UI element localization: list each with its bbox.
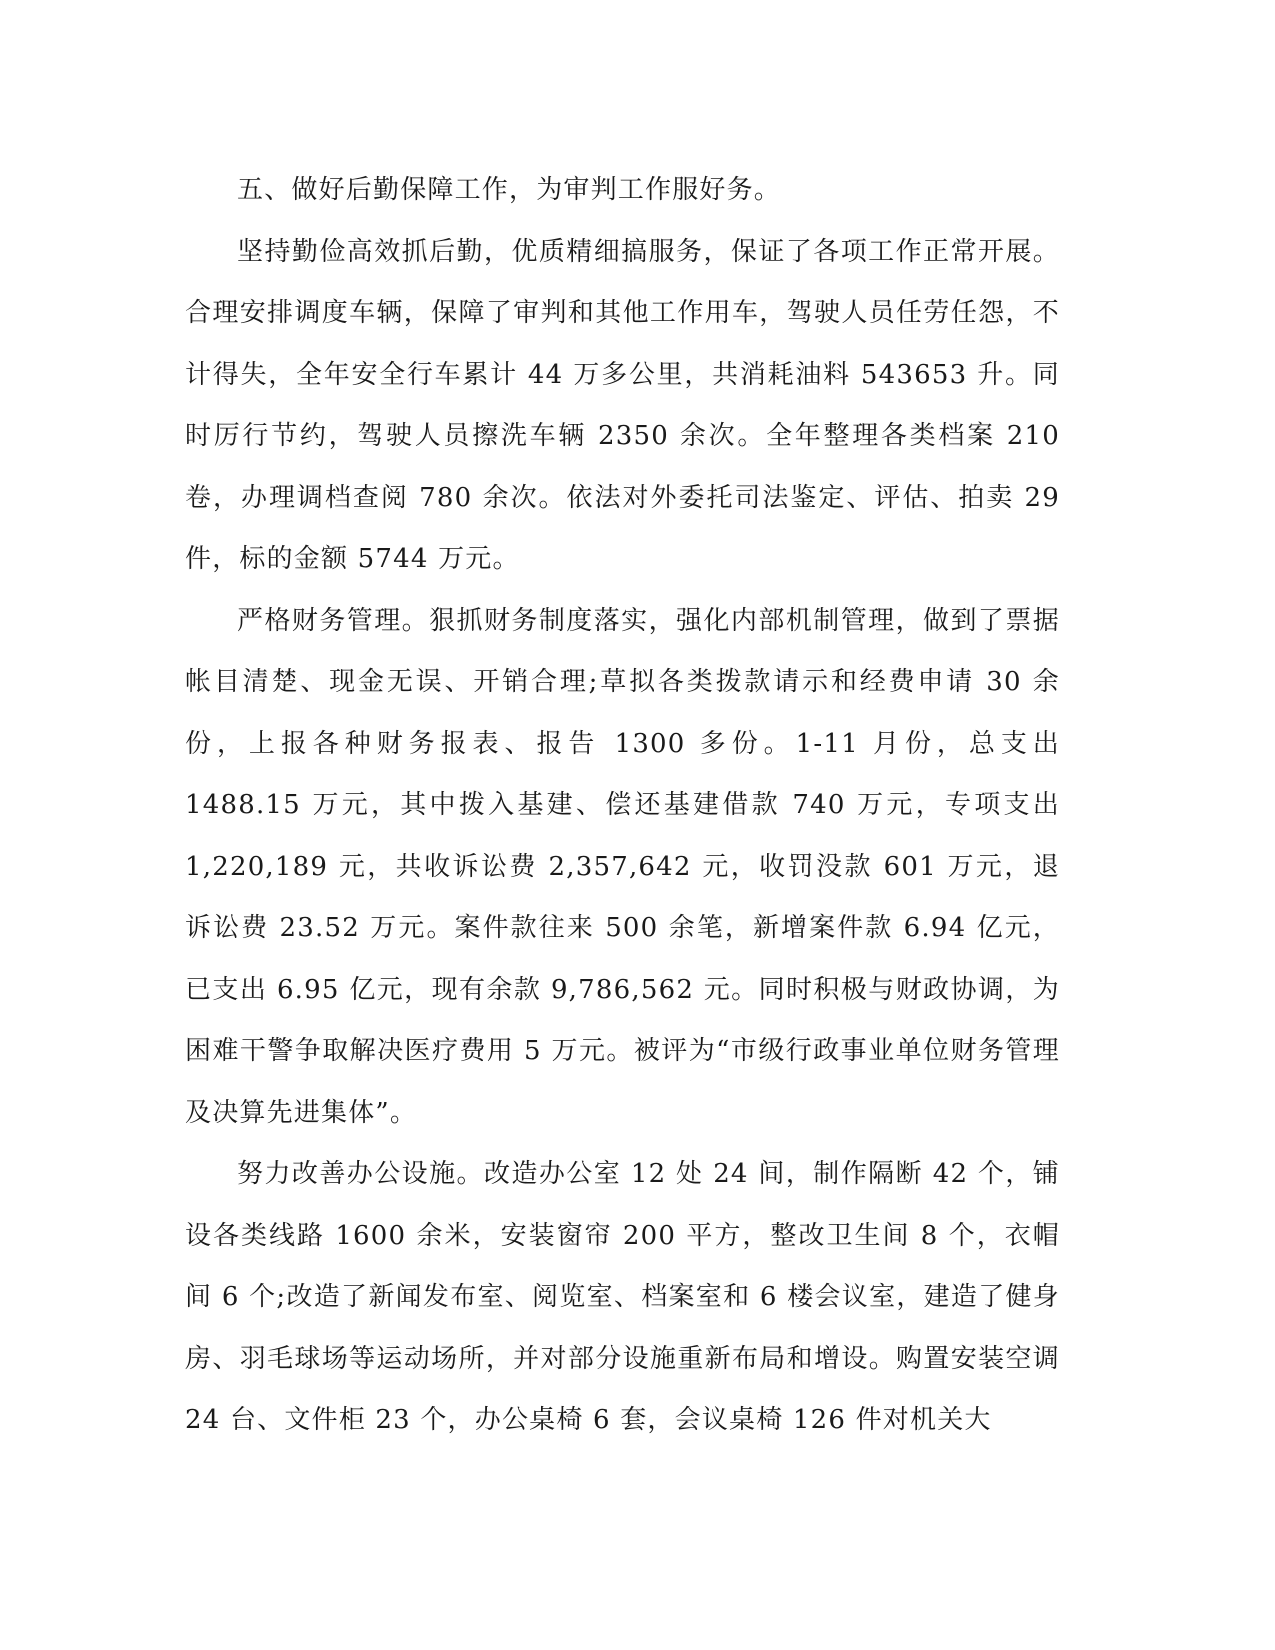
document-body	[185, 160, 1060, 1452]
facilities-paragraph: 努力改善办公设施。改造办公室 12 处 24 间，制作隔断 42 个，铺设各类线路 1600 余米，安装窗帘 200 平方，整改卫生间 8 个，衣帽间 6 个;改造了新闻发布室、阅览室、档案室和 6 楼会议室，建造了健身房、羽毛球场等运动场所，并对部分设施重新布局和增设。购置安装空调 24 台、文件柜 23 个，办公桌椅 6 套，会议桌椅 126 件对机关大	[185, 1159, 1060, 1435]
section-heading-paragraph: 五、做好后勤保障工作，为审判工作服好务。	[237, 175, 782, 205]
logistics-paragraph: 坚持勤俭高效抓后勤，优质精细搞服务，保证了各项工作正常开展。合理安排调度车辆，保障了审判和其他工作用车，驾驶人员任劳任怨，不计得失，全年安全行车累计 44 万多公里，共消耗油料 543653 升。同时厉行节约，驾驶人员擦洗车辆 2350 余次。全年整理各类档案 210 卷，办理调档查阅 780 余次。依法对外委托司法鉴定、评估、拍卖 29 件，标的金额 5744 万元。	[185, 236, 1060, 574]
finance-paragraph: 严格财务管理。狠抓财务制度落实，强化内部机制管理，做到了票据帐目清楚、现金无误、开销合理;草拟各类拨款请示和经费申请 30 余份，上报各种财务报表、报告 1300 多份。1-11 月份，总支出 1488.15 万元，其中拨入基建、偿还基建借款 740 万元，专项支出 1,220,189 元，共收诉讼费 2,357,642 元，收罚没款 601 万元，退诉讼费 23.52 万元。案件款往来 500 余笔，新增案件款 6.94 亿元，已支出 6.95 亿元，现有余款 9,786,562 元。同时积极与财政协调，为困难干警争取解决医疗费用 5 万元。被评为“市级行政事业单位财务管理及决算先进集体”。	[185, 605, 1060, 1128]
